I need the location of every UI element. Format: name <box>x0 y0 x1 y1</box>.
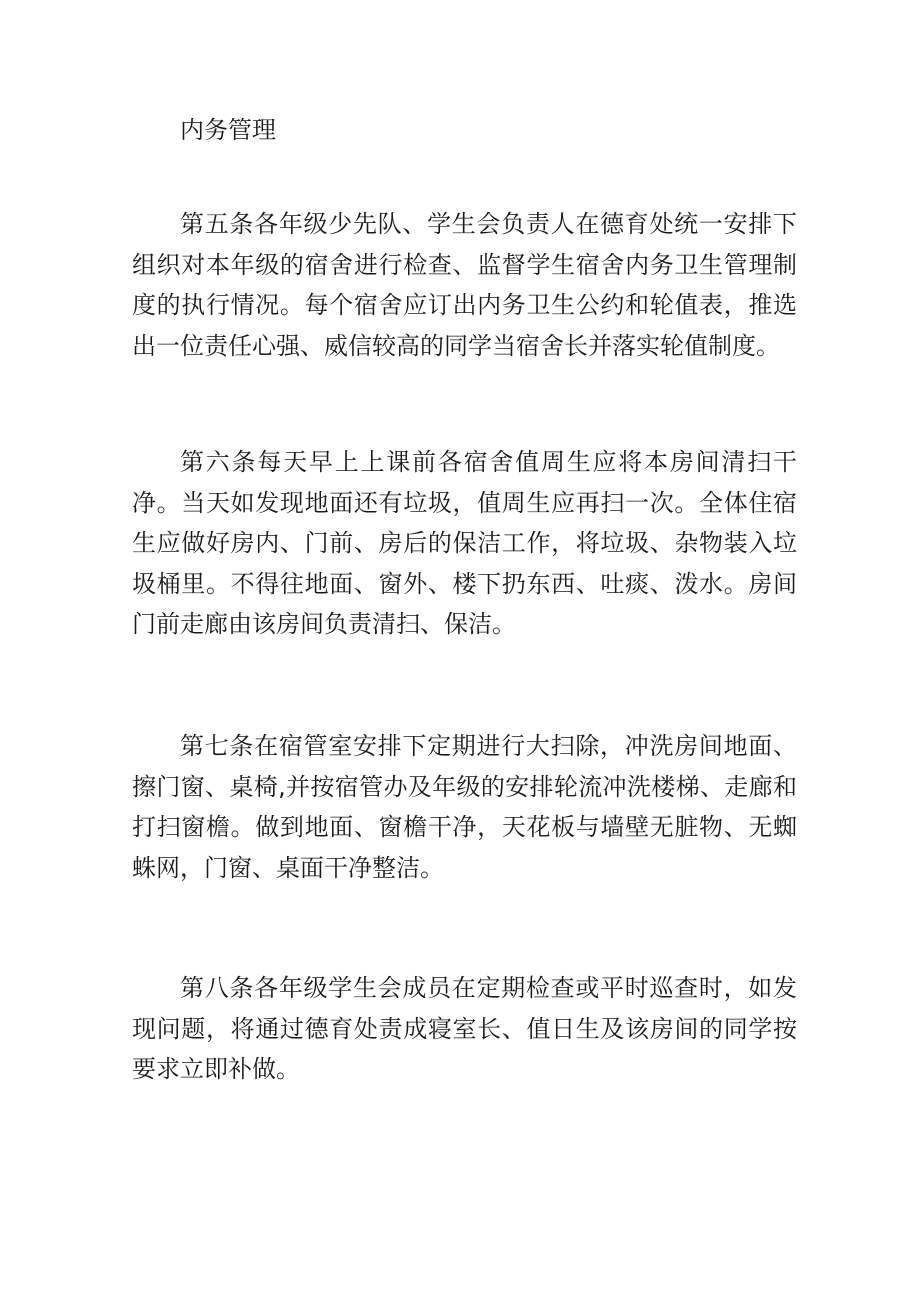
article-7-paragraph: 第七条在宿管室安排下定期进行大扫除，冲洗房间地面、擦门窗、桌椅,并按宿管办及年级的安排轮流冲洗楼梯、走廊和打扫窗檐。做到地面、窗檐干净，天花板与墙壁无脏物、无蜘蛛网，门窗、桌面干净整洁。 <box>132 732 797 882</box>
article-5-paragraph: 第五条各年级少先队、学生会负责人在德育处统一安排下组织对本年级的宿舍进行检查、监督学生宿舍内务卫生管理制度的执行情况。每个宿舍应订出内务卫生公约和轮值表，推选出一位责任心强、威信较高的同学当宿舍长并落实轮值制度。 <box>132 210 797 360</box>
section-heading: 内务管理 <box>180 116 276 144</box>
article-8-paragraph: 第八条各年级学生会成员在定期检查或平时巡查时，如发现问题，将通过德育处责成寝室长、值日生及该房间的同学按要求立即补做。 <box>132 974 797 1083</box>
article-6-paragraph: 第六条每天早上上课前各宿舍值周生应将本房间清扫干净。当天如发现地面还有垃圾，值周生应再扫一次。全体住宿生应做好房内、门前、房后的保洁工作，将垃圾、杂物装入垃圾桶里。不得往地面、窗外、楼下扔东西、吐痰、泼水。房间门前走廊由该房间负责清扫、保洁。 <box>132 448 797 638</box>
